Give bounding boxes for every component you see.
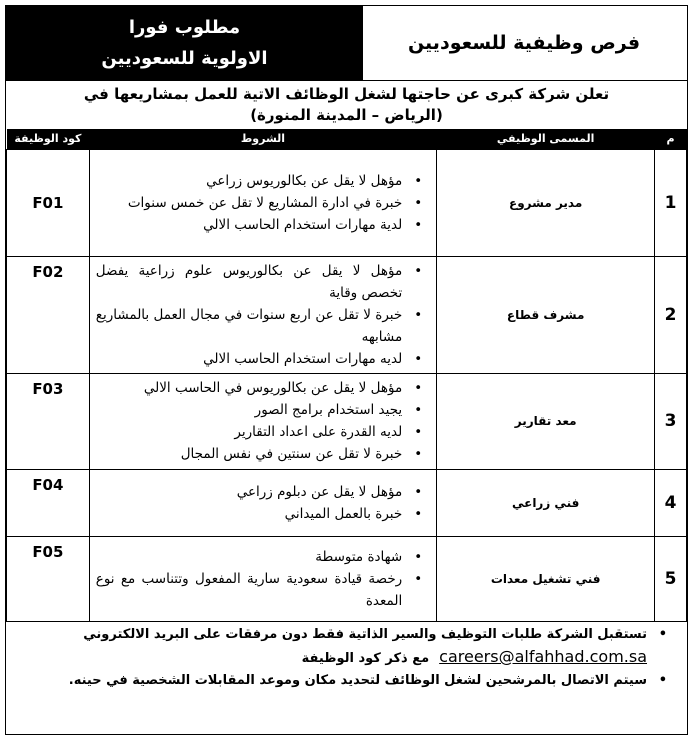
page-title: فرص وظيفية للسعوديين <box>407 32 641 54</box>
table-row <box>7 469 687 536</box>
condition-item: • شهادة متوسطة <box>96 546 430 568</box>
footer <box>6 621 687 695</box>
job-title: مدير مشروع <box>437 149 655 256</box>
note1-suffix: مع ذكر كود الوظيفة <box>301 651 430 666</box>
job-code: F05 <box>7 536 90 621</box>
row-number: 5 <box>655 536 687 621</box>
email-link[interactable]: careers@alfahhad.com.sa <box>439 647 647 666</box>
table-row <box>7 149 687 256</box>
job-conditions <box>89 373 436 469</box>
condition-item: • خبرة في ادارة المشاريع لا تقل عن خمس سنوات <box>96 192 430 214</box>
row-number: 1 <box>655 149 687 256</box>
banner-line1: مطلوب فورا <box>128 17 241 38</box>
urgent-banner <box>6 6 363 80</box>
condition-item: • لديه مهارات استخدام الحاسب الالي <box>96 348 430 370</box>
job-conditions <box>89 149 436 256</box>
condition-item: • مؤهل لا يقل عن بكالوريوس زراعي <box>96 170 430 192</box>
job-code: F01 <box>7 149 90 256</box>
note1-text: تستقبل الشركة طلبات التوظيف والسير الذاتية فقط دون مرفقات على البريد الالكتروني <box>83 627 647 642</box>
condition-item: • مؤهل لا يقل عن دبلوم زراعي <box>96 481 430 503</box>
condition-item: • يجيد استخدام برامج الصور <box>96 399 430 421</box>
intro <box>6 81 687 129</box>
intro-line1: تعلن شركة كبرى عن حاجتها لشغل الوظائف الاتية للعمل بمشاريعها في <box>83 85 610 103</box>
banner-line2: الاولوية للسعوديين <box>101 48 268 69</box>
job-conditions <box>89 469 436 536</box>
table-row <box>7 536 687 621</box>
job-code: F04 <box>7 469 90 536</box>
condition-item: • مؤهل لا يقل عن بكالوريوس علوم زراعية يفضل تخصص وقاية <box>96 260 430 304</box>
header-conditions: الشروط <box>89 129 436 149</box>
row-number: 3 <box>655 373 687 469</box>
header-title: المسمى الوظيفي <box>437 129 655 149</box>
row-number: 4 <box>655 469 687 536</box>
condition-item: • لدية مهارات استخدام الحاسب الالي <box>96 214 430 236</box>
condition-item: • لديه القدرة على اعداد التقارير <box>96 421 430 443</box>
condition-item: • مؤهل لا يقل عن بكالوريوس في الحاسب الالي <box>96 377 430 399</box>
header-num: م <box>655 129 687 149</box>
footer-note-2: • سيتم الاتصال بالمرشحين لشغل الوظائف لتحديد مكان وموعد المقابلات الشخصية في حينه. <box>18 670 675 692</box>
condition-item: • رخصة قيادة سعودية سارية المفعول وتتناسب مع نوع المعدة <box>96 568 430 612</box>
job-code: F02 <box>7 256 90 373</box>
job-conditions <box>89 536 436 621</box>
condition-item: • خبرة لا تقل عن سنتين في نفس المجال <box>96 443 430 465</box>
condition-item: • خبرة بالعمل الميداني <box>96 503 430 525</box>
job-posting <box>5 5 688 735</box>
job-title: فني زراعي <box>437 469 655 536</box>
table-row <box>7 373 687 469</box>
jobs-table <box>6 129 687 622</box>
row-number: 2 <box>655 256 687 373</box>
intro-line2: (الرياض – المدينة المنورة) <box>250 106 443 124</box>
table-row <box>7 256 687 373</box>
header <box>6 6 687 81</box>
job-title: فني تشغيل معدات <box>437 536 655 621</box>
header-code: كود الوظيفة <box>7 129 90 149</box>
job-conditions <box>89 256 436 373</box>
job-code: F03 <box>7 373 90 469</box>
footer-note-1 <box>18 624 675 670</box>
condition-item: • خبرة لا تقل عن اربع سنوات في مجال العمل بالمشاريع مشابهه <box>96 304 430 348</box>
job-title: معد تقارير <box>437 373 655 469</box>
job-title: مشرف قطاع <box>437 256 655 373</box>
